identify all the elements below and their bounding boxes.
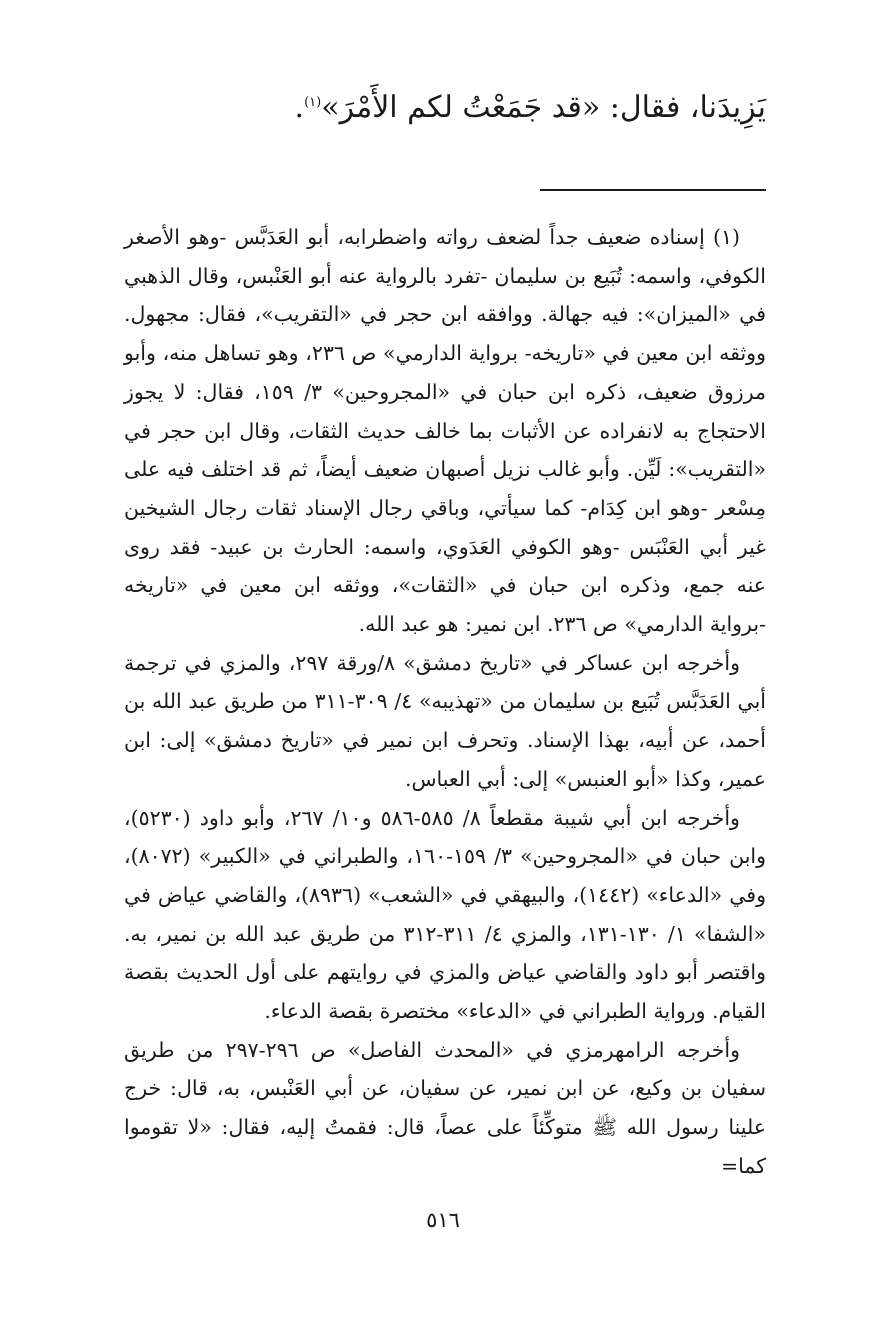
page-number: ٥١٦ <box>426 1208 460 1232</box>
footnote-paragraph: وأخرجه ابن عساكر في «تاريخ دمشق» ٨/ورقة ٢٩٧، والمزي في ترجمة أبي العَدَبَّس تُبَيع بن سليمان من «تهذيبه» ٤/ ٣٠٩-٣١١ من طريق عبد الله بن أحمد، عن أبيه، بهذا الإسناد. وتحرف ابن نمير في «تاريخ دمشق» إلى: ابن عمير، وكذا «أبو العنبس» إلى: أبي العباس. <box>124 650 766 791</box>
footnote-separator-rule <box>540 189 766 191</box>
footnote-reference: (١) <box>304 95 322 110</box>
footnote-paragraph: وأخرجه الرامهرمزي في «المحدث الفاصل» ص ٢٩٦-٢٩٧ من طريق سفيان بن وكيع، عن ابن نمير، عن سفيان، عن أبي العَنْبس، به، قال: خرج علينا رسول الله ﷺ متوكِّئاً على عصاً، قال: فقمتُ إليه، فقال: «لا تقوموا كما= <box>124 1037 766 1178</box>
main-text-end: . <box>294 90 305 125</box>
main-text-line <box>116 86 766 130</box>
main-text-body: يَزِيدَنا، فقال: «قد جَمَعْتُ لكم الأَمْرَ» <box>321 90 766 125</box>
footnote-paragraph: وأخرجه ابن أبي شيبة مقطعاً ٨/ ٥٨٥-٥٨٦ و١٠/ ٢٦٧، وأبو داود (٥٢٣٠)، وابن حبان في «المجروحين» ٣/ ١٥٩-١٦٠، والطبراني في «الكبير» (٨٠٧٢)، وفي «الدعاء» (١٤٤٢)، والبيهقي في «الشعب» (٨٩٣٦)، والقاضي عياض في «الشفا» ١/ ١٣٠-١٣١، والمزي ٤/ ٣١١-٣١٢ من طريق عبد الله بن نمير، به. واقتصر أبو داود والقاضي عياض والمزي في روايتهم على أول الحديث بقصة القيام. ورواية الطبراني في «الدعاء» مختصرة بقصة الدعاء. <box>124 805 766 1024</box>
footnotes-section <box>124 218 766 1186</box>
footnote-paragraph: (١) إسناده ضعيف جداً لضعف رواته واضطرابه، أبو العَدَبَّس -وهو الأصغر الكوفي، واسمه: تُبَيع بن سليمان -تفرد بالرواية عنه أبو العَنْبس، وقال الذهبي في «الميزان»: فيه جهالة. ووافقه ابن حجر في «التقريب»، فقال: مجهول. ووثقه ابن معين في «تاريخه- برواية الدارمي» ص ٢٣٦، وهو تساهل منه، وأبو مرزوق ضعيف، ذكره ابن حبان في «المجروحين» ٣/ ١٥٩، فقال: لا يجوز الاحتجاج به لانفراده عن الأثبات بما خالف حديث الثقات، وقال ابن حجر في «التقريب»: لَيِّن. وأبو غالب نزيل أصبهان ضعيف أيضاً، ثم قد اختلف فيه على مِسْعر -وهو ابن كِدَام- كما سيأتي، وباقي رجال الإسناد ثقات رجال الشيخين غير أبي العَنْبَس -وهو الكوفي العَدَوي، واسمه: الحارث بن عبيد- فقد روى عنه جمع، وذكره ابن حبان في «الثقات»، ووثقه ابن معين في «تاريخه -برواية الدارمي» ص ٢٣٦. ابن نمير: هو عبد الله. <box>124 225 766 637</box>
